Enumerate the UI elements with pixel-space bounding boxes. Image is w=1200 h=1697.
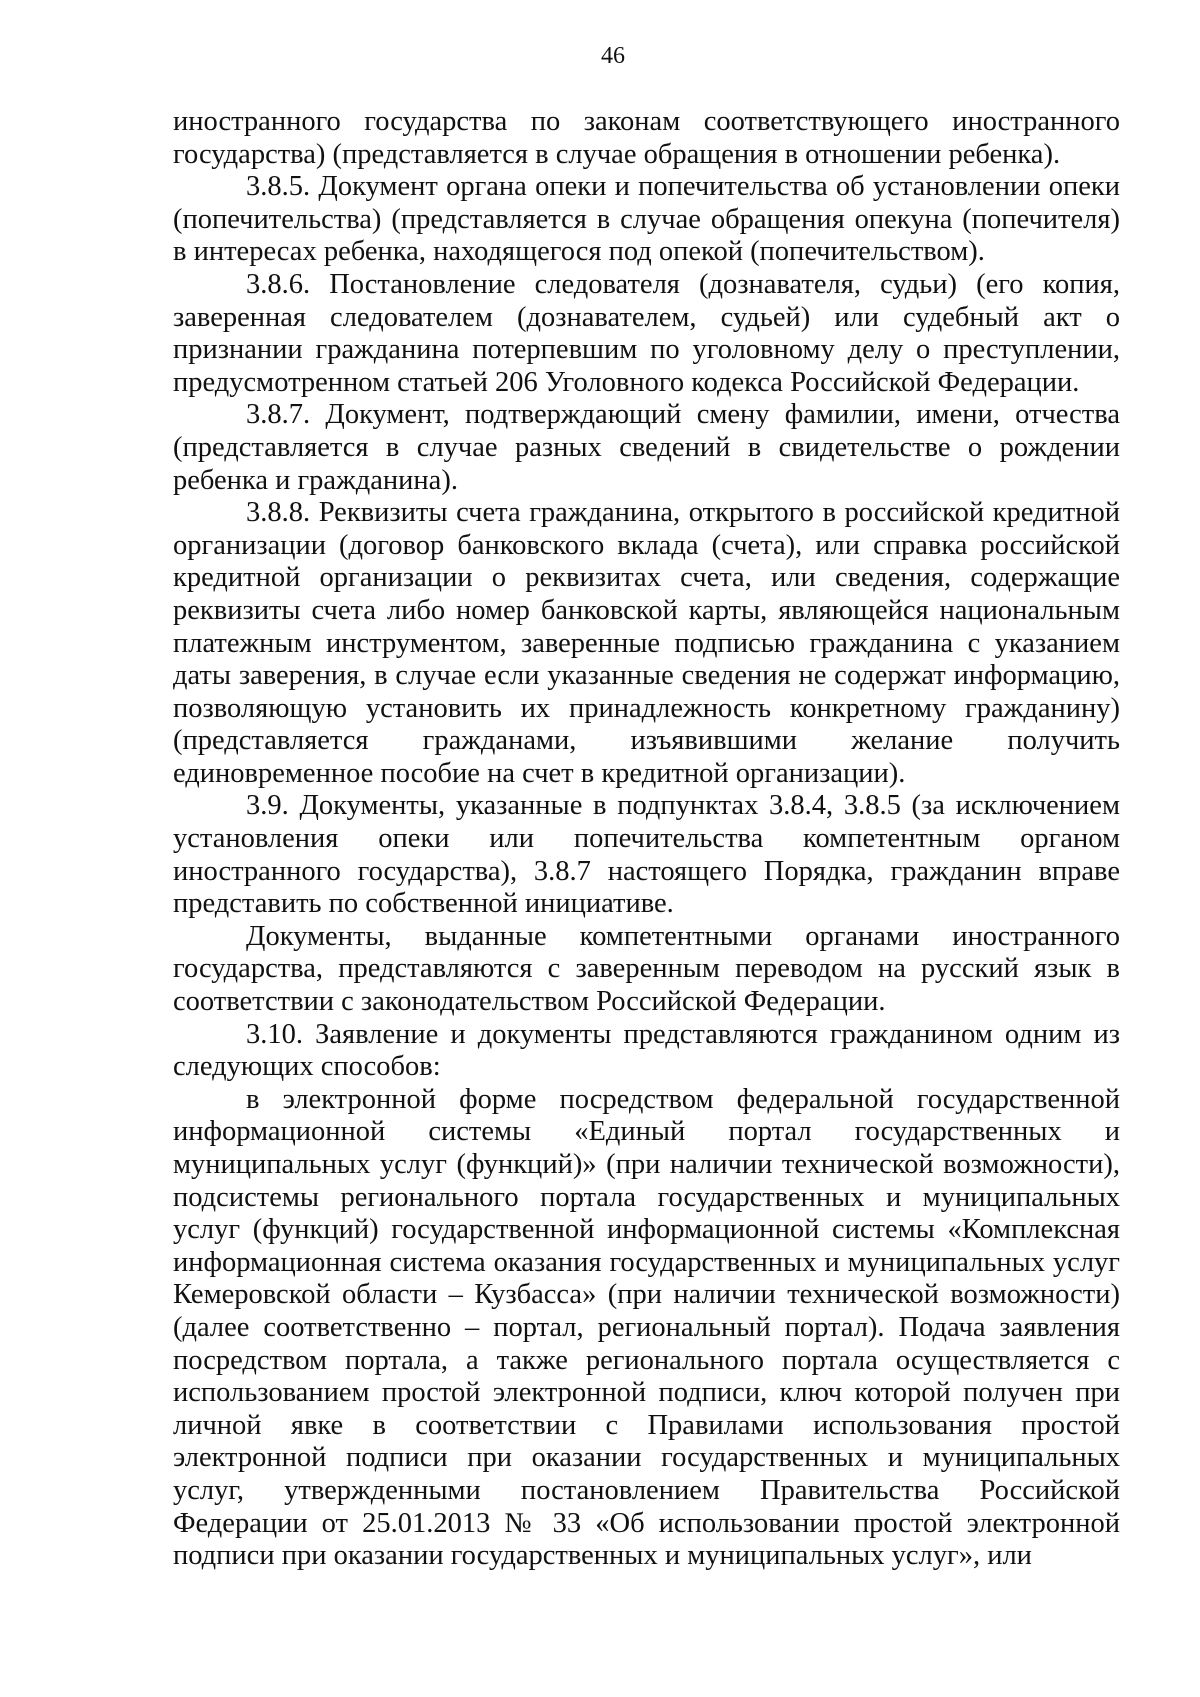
document-body (173, 106, 1120, 1573)
paragraph-3-9: 3.9. Документы, указанные в подпунктах 3.8.4, 3.8.5 (за исключением установления опеки или попечительства компетентным органом иностранного государства), 3.8.7 настоящего Порядка, гражданин вправе представить по собственной инициативе. (173, 790, 1120, 920)
page-number: 46 (601, 43, 625, 69)
paragraph-electronic-form: в электронной форме посредством федеральной государственной информационной системы «Единый портал государственных и муниципальных услуг (функций)» (при наличии технической возможности), подсистемы регионального портала государственных и муниципальных услуг (функций) государственной информационной системы «Комплексная информационная система оказания государственных и муниципальных услуг Кемеровской области – Кузбасса» (при наличии технической возможности) (далее соответственно – портал, региональный портал). Подача заявления посредством портала, а также регионального портала осуществляется с использованием простой электронной подписи, ключ которой получен при личной явке в соответствии с Правилами использования простой электронной подписи при оказании государственных и муниципальных услуг, утвержденными постановлением Правительства Российской Федерации от 25.01.2013 № 33 «Об использовании простой электронной подписи при оказании государственных и муниципальных услуг», или (173, 1083, 1120, 1572)
paragraph-3-8-7: 3.8.7. Документ, подтверждающий смену фамилии, имени, отчества (представляется в случае разных сведений в свидетельстве о рождении ребенка и гражданина). (173, 399, 1120, 496)
paragraph-3-8-6: 3.8.6. Постановление следователя (дознавателя, судьи) (его копия, заверенная следователем (дознавателем, судьей) или судебный акт о признании гражданина потерпевшим по уголовному делу о преступлении, предусмотренном статьей 206 Уголовного кодекса Российской Федерации. (173, 268, 1120, 398)
paragraph-3-10: 3.10. Заявление и документы представляются гражданином одним из следующих способов: (173, 1018, 1120, 1083)
paragraph-3-8-8: 3.8.8. Реквизиты счета гражданина, открытого в российской кредитной организации (договор банковского вклада (счета), или справка российской кредитной организации о реквизитах счета, или сведения, содержащие реквизиты счета либо номер банковской карты, являющейся национальным платежным инструментом, заверенные подписью гражданина с указанием даты заверения, в случае если указанные сведения не содержат информацию, позволяющую установить их принадлежность конкретному гражданину) (представляется гражданами, изъявившими желание получить единовременное пособие на счет в кредитной организации). (173, 497, 1120, 789)
paragraph-foreign-documents: Документы, выданные компетентными органами иностранного государства, представляются с заверенным переводом на русский язык в соответствии с законодательством Российской Федерации. (173, 920, 1120, 1018)
paragraph-continuation: иностранного государства по законам соответствующего иностранного государства) (представляется в случае обращения в отношении ребенка). (173, 106, 1120, 170)
paragraph-3-8-5: 3.8.5. Документ органа опеки и попечительства об установлении опеки (попечительства) (представляется в случае обращения опекуна (попечителя) в интересах ребенка, находящегося под опекой (попечительством). (173, 171, 1120, 268)
